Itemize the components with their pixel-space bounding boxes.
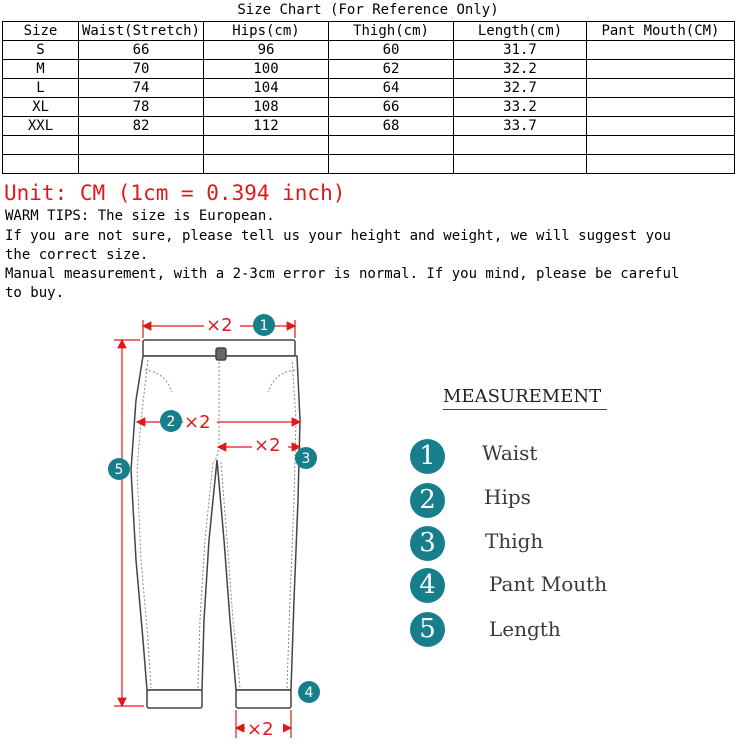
table-cell: 33.2 bbox=[454, 98, 587, 117]
legend-item-thigh bbox=[410, 524, 445, 562]
unit-note: Unit: CM (1cm = 0.394 inch) bbox=[4, 181, 346, 205]
table-cell bbox=[587, 41, 735, 60]
legend-label-length: Length bbox=[489, 617, 561, 641]
legend-label-thigh: Thigh bbox=[485, 529, 544, 553]
legend-number-3: 3 bbox=[410, 526, 445, 561]
tip-line-2: the correct size. bbox=[5, 247, 149, 263]
table-cell: 60 bbox=[329, 41, 454, 60]
size-chart-title: Size Chart (For Reference Only) bbox=[237, 2, 499, 18]
table-row bbox=[3, 98, 735, 117]
table-cell: M bbox=[3, 60, 79, 79]
table-header-row bbox=[3, 22, 735, 41]
table-cell bbox=[329, 155, 454, 174]
table-cell: 64 bbox=[329, 79, 454, 98]
table-cell bbox=[329, 136, 454, 155]
tip-line-4: to buy. bbox=[5, 285, 65, 301]
table-cell bbox=[587, 136, 735, 155]
table-cell: 32.7 bbox=[454, 79, 587, 98]
table-cell: 70 bbox=[79, 60, 204, 79]
measurement-title: MEASUREMENT bbox=[443, 386, 607, 410]
table-cell bbox=[587, 155, 735, 174]
table-cell bbox=[587, 117, 735, 136]
legend-item-hips bbox=[410, 481, 445, 519]
thigh-multiplier: ×2 bbox=[254, 435, 281, 456]
mouth-multiplier: ×2 bbox=[247, 719, 274, 740]
table-cell bbox=[587, 79, 735, 98]
legend-number-5: 5 bbox=[410, 612, 445, 647]
waist-multiplier: ×2 bbox=[206, 315, 233, 336]
header-thigh: Thigh(cm) bbox=[329, 22, 454, 41]
pants-outline bbox=[131, 340, 300, 708]
table-cell: 96 bbox=[204, 41, 329, 60]
table-cell: 108 bbox=[204, 98, 329, 117]
table-cell: 100 bbox=[204, 60, 329, 79]
table-cell: S bbox=[3, 41, 79, 60]
table-cell: 68 bbox=[329, 117, 454, 136]
table-cell: 31.7 bbox=[454, 41, 587, 60]
legend-number-2: 2 bbox=[410, 483, 445, 518]
table-cell: 74 bbox=[79, 79, 204, 98]
legend-label-pant-mouth: Pant Mouth bbox=[489, 572, 608, 596]
table-row bbox=[3, 136, 735, 155]
table-cell bbox=[3, 136, 79, 155]
legend-item-waist bbox=[410, 437, 445, 475]
table-cell bbox=[454, 136, 587, 155]
table-cell: 104 bbox=[204, 79, 329, 98]
marker-1-label: 1 bbox=[259, 318, 269, 334]
marker-5-label: 5 bbox=[114, 462, 124, 478]
table-row bbox=[3, 41, 735, 60]
table-cell: 33.7 bbox=[454, 117, 587, 136]
pants-diagram bbox=[100, 306, 330, 746]
marker-4-label: 4 bbox=[304, 685, 314, 701]
marker-2-label: 2 bbox=[166, 414, 176, 430]
legend-label-hips: Hips bbox=[484, 485, 531, 509]
table-row bbox=[3, 60, 735, 79]
table-cell bbox=[79, 136, 204, 155]
table-cell: 32.2 bbox=[454, 60, 587, 79]
warm-tips: WARM TIPS: The size is European. bbox=[5, 208, 275, 224]
table-cell bbox=[204, 136, 329, 155]
legend-item-pant-mouth bbox=[410, 566, 445, 604]
size-table bbox=[2, 21, 735, 174]
tip-line-3: Manual measurement, with a 2-3cm error is normal. If you mind, please be careful bbox=[5, 266, 680, 282]
header-waist: Waist(Stretch) bbox=[79, 22, 204, 41]
marker-3-label: 3 bbox=[301, 451, 311, 467]
table-cell bbox=[587, 60, 735, 79]
table-cell bbox=[454, 155, 587, 174]
table-row bbox=[3, 117, 735, 136]
table-cell: XL bbox=[3, 98, 79, 117]
table-cell: 82 bbox=[79, 117, 204, 136]
header-pant-mouth: Pant Mouth(CM) bbox=[587, 22, 735, 41]
legend-number-1: 1 bbox=[410, 439, 445, 474]
header-hips: Hips(cm) bbox=[204, 22, 329, 41]
legend-number-4: 4 bbox=[410, 568, 445, 603]
table-cell bbox=[587, 98, 735, 117]
header-size: Size bbox=[3, 22, 79, 41]
table-cell bbox=[79, 155, 204, 174]
legend-item-length bbox=[410, 610, 445, 648]
table-cell: 62 bbox=[329, 60, 454, 79]
table-cell bbox=[204, 155, 329, 174]
hips-multiplier: ×2 bbox=[184, 412, 211, 433]
tip-line-1: If you are not sure, please tell us your height and weight, we will suggest you bbox=[5, 228, 671, 244]
table-cell: 66 bbox=[329, 98, 454, 117]
table-cell: XXL bbox=[3, 117, 79, 136]
table-cell: L bbox=[3, 79, 79, 98]
table-row bbox=[3, 79, 735, 98]
table-cell: 78 bbox=[79, 98, 204, 117]
table-row bbox=[3, 155, 735, 174]
table-cell: 112 bbox=[204, 117, 329, 136]
table-cell bbox=[3, 155, 79, 174]
header-length: Length(cm) bbox=[454, 22, 587, 41]
table-cell: 66 bbox=[79, 41, 204, 60]
legend-label-waist: Waist bbox=[482, 441, 538, 465]
